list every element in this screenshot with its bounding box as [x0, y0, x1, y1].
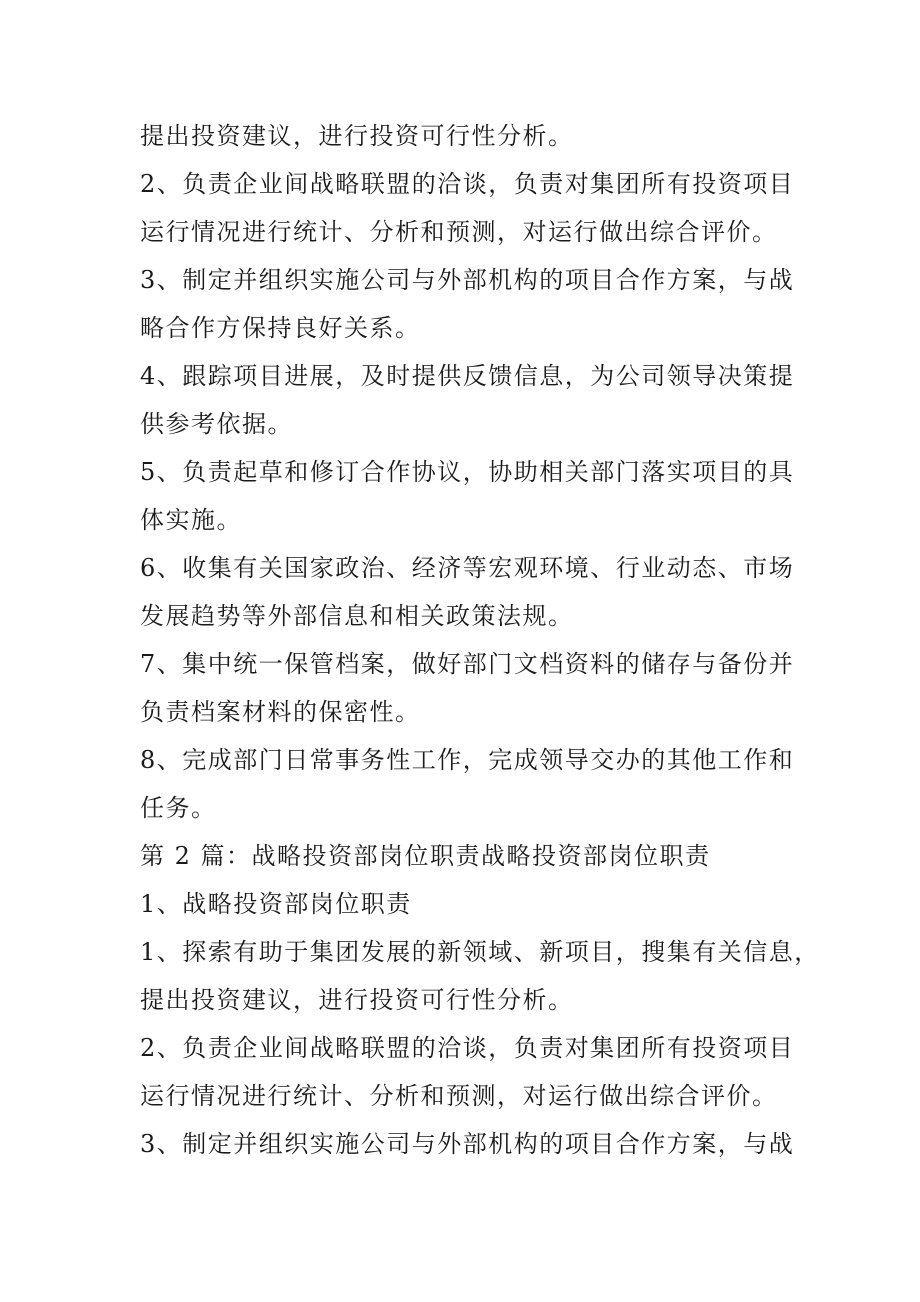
- text-line: 5、负责起草和修订合作协议，协助相关部门落实项目的具: [140, 458, 795, 486]
- text-line: 供参考依据。: [140, 410, 293, 438]
- section-heading: 第 2 篇：战略投资部岗位职责战略投资部岗位职责: [140, 842, 711, 870]
- text-line: 体实施。: [140, 506, 242, 534]
- text-line: 8、完成部门日常事务性工作，完成领导交办的其他工作和: [140, 746, 795, 774]
- text-line: 负责档案材料的保密性。: [140, 698, 421, 726]
- document-body: [140, 112, 820, 1168]
- text-line: 2、负责企业间战略联盟的洽谈，负责对集团所有投资项目: [140, 170, 795, 198]
- text-line: 运行情况进行统计、分析和预测，对运行做出综合评价。: [140, 1082, 778, 1110]
- text-line: 4、跟踪项目进展，及时提供反馈信息，为公司领导决策提: [140, 362, 795, 390]
- text-line: 任务。: [140, 794, 217, 822]
- text-line: 发展趋势等外部信息和相关政策法规。: [140, 602, 574, 630]
- text-line: 2、负责企业间战略联盟的洽谈，负责对集团所有投资项目: [140, 1034, 795, 1062]
- text-line: 3、制定并组织实施公司与外部机构的项目合作方案，与战: [140, 1130, 795, 1158]
- text-line: 略合作方保持良好关系。: [140, 314, 421, 342]
- text-line: 6、收集有关国家政治、经济等宏观环境、行业动态、市场: [140, 554, 795, 582]
- text-line: 提出投资建议，进行投资可行性分析。: [140, 986, 574, 1014]
- text-line: 运行情况进行统计、分析和预测，对运行做出综合评价。: [140, 218, 778, 246]
- text-line: 7、集中统一保管档案，做好部门文档资料的储存与备份并: [140, 650, 795, 678]
- text-line: 1、探索有助于集团发展的新领域、新项目，搜集有关信息，: [140, 938, 820, 966]
- subsection-heading: 1、战略投资部岗位职责: [140, 890, 412, 918]
- text-line: 3、制定并组织实施公司与外部机构的项目合作方案，与战: [140, 266, 795, 294]
- text-line: 提出投资建议，进行投资可行性分析。: [140, 122, 574, 150]
